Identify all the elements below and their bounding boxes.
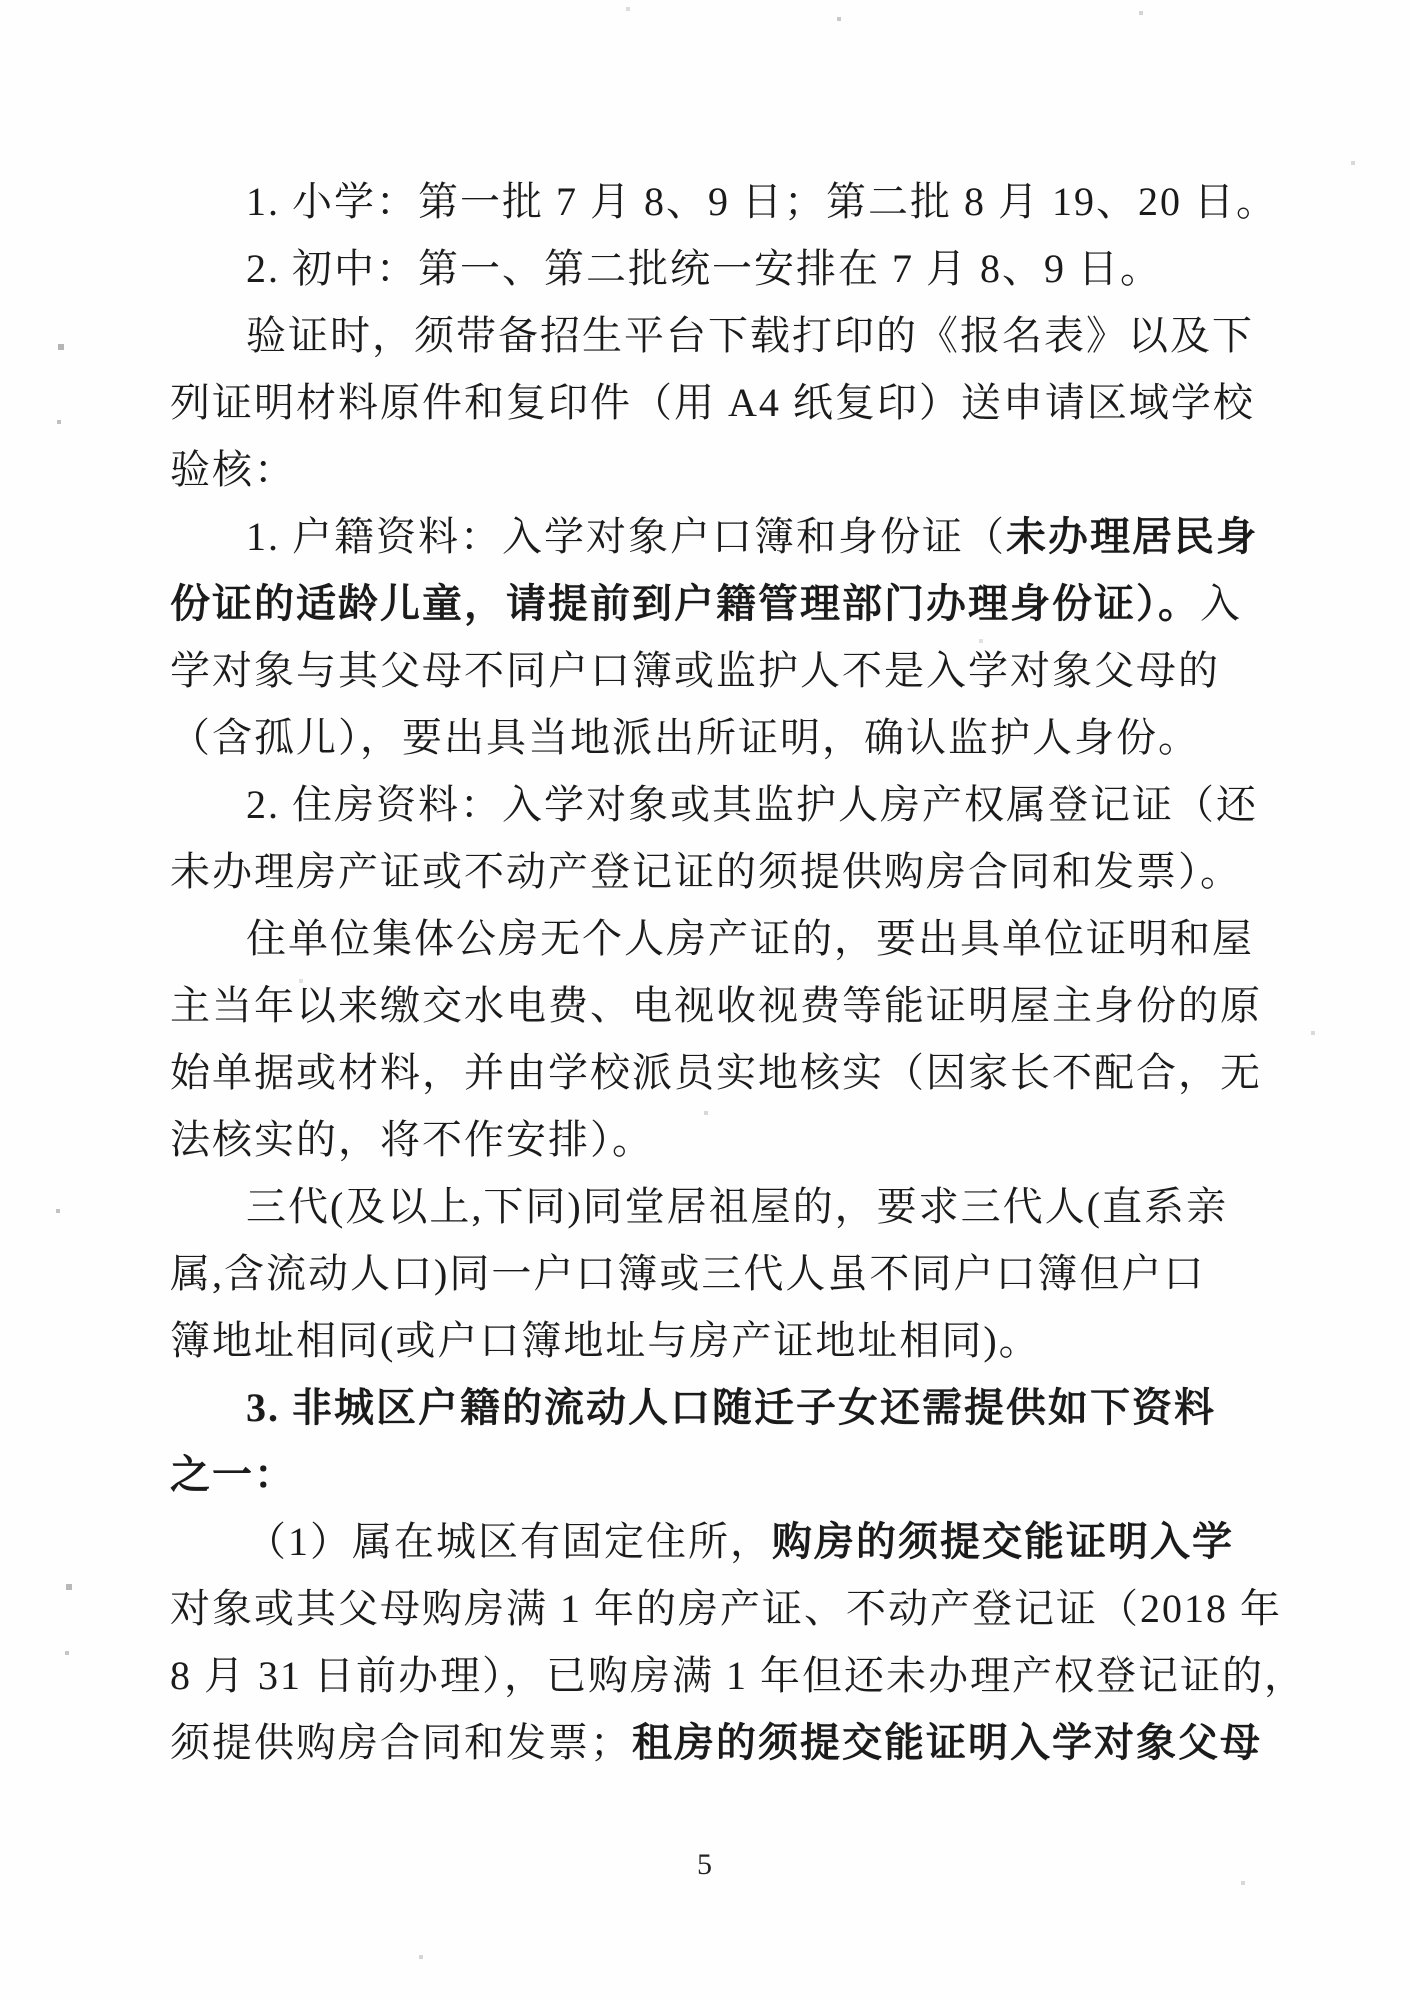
text-line-4 xyxy=(170,369,1262,436)
text-line-12 xyxy=(170,905,1262,972)
text-segment: 1. 小学：第一批 7 月 8、9 日；第二批 8 月 19、20 日。 xyxy=(246,179,1278,224)
text-line-16 xyxy=(170,1173,1262,1240)
text-segment: 法核实的，将不作安排）。 xyxy=(170,1117,654,1162)
text-segment: 属,含流动人口)同一户口簿或三代人虽不同户口簿但户口 xyxy=(170,1251,1206,1296)
text-line-3 xyxy=(170,302,1262,369)
text-line-2 xyxy=(170,235,1262,302)
text-segment: 之一： xyxy=(170,1452,296,1497)
text-line-7 xyxy=(170,570,1262,637)
text-segment: 三代(及以上,下同)同堂居祖屋的，要求三代人(直系亲 xyxy=(246,1184,1228,1229)
text-line-19 xyxy=(170,1374,1262,1441)
text-line-11 xyxy=(170,838,1262,905)
text-segment: 入 xyxy=(1200,581,1242,626)
text-segment: 1. 户籍资料：入学对象户口簿和身份证（ xyxy=(246,514,1006,559)
text-segment: 对象或其父母购房满 1 年的房产证、不动产登记证（2018 年 xyxy=(170,1586,1282,1631)
page-number: 5 xyxy=(697,1848,713,1881)
text-segment: 8 月 31 日前办理），已购房满 1 年但还未办理产权登记证的， xyxy=(170,1653,1306,1698)
scan-noise xyxy=(0,0,2,2)
text-segment: 购房的须提交能证明入学 xyxy=(772,1519,1234,1564)
text-line-14 xyxy=(170,1039,1262,1106)
text-segment: 学对象与其父母不同户口簿或监护人不是入学对象父母的 xyxy=(170,648,1220,693)
text-line-8 xyxy=(170,637,1262,704)
text-line-18 xyxy=(170,1307,1262,1374)
text-line-9 xyxy=(170,704,1262,771)
text-segment: 未办理居民身 xyxy=(1006,514,1258,559)
text-segment: 2. 初中：第一、第二批统一安排在 7 月 8、9 日。 xyxy=(246,246,1162,291)
text-line-5 xyxy=(170,436,1262,503)
text-segment: 验证时，须带备招生平台下载打印的《报名表》以及下 xyxy=(246,313,1254,358)
text-segment: 始单据或材料，并由学校派员实地核实（因家长不配合，无 xyxy=(170,1050,1262,1095)
text-segment: 2. 住房资料：入学对象或其监护人房产权属登记证（还 xyxy=(246,782,1258,827)
text-segment: （1）属在城区有固定住所， xyxy=(246,1519,772,1564)
text-segment: 未办理房产证或不动产登记证的须提供购房合同和发票）。 xyxy=(170,849,1242,894)
text-line-10 xyxy=(170,771,1262,838)
text-segment: 验核： xyxy=(170,447,296,492)
text-line-23 xyxy=(170,1642,1306,1709)
text-line-17 xyxy=(170,1240,1262,1307)
text-segment: 3. 非城区户籍的流动人口随迁子女还需提供如下资料 xyxy=(246,1385,1216,1430)
text-segment: 住单位集体公房无个人房产证的，要出具单位证明和屋 xyxy=(246,916,1254,961)
text-line-15 xyxy=(170,1106,1262,1173)
text-segment: 租房的须提交能证明入学对象父母 xyxy=(632,1720,1262,1765)
document-body xyxy=(170,168,1306,1776)
text-segment: 须提供购房合同和发票； xyxy=(170,1720,632,1765)
text-line-22 xyxy=(170,1575,1282,1642)
text-line-20 xyxy=(170,1441,1262,1508)
text-segment: 列证明材料原件和复印件（用 A4 纸复印）送申请区域学校 xyxy=(170,380,1255,425)
text-segment: 主当年以来缴交水电费、电视收视费等能证明屋主身份的原 xyxy=(170,983,1262,1028)
text-line-1 xyxy=(170,168,1278,235)
text-segment: 簿地址相同(或户口簿地址与房产证地址相同)。 xyxy=(170,1318,1041,1363)
text-segment: （含孤儿），要出具当地派出所证明，确认监护人身份。 xyxy=(170,715,1200,760)
text-segment: 份证的适龄儿童，请提前到户籍管理部门办理身份证）。 xyxy=(170,581,1200,626)
text-line-21 xyxy=(170,1508,1262,1575)
text-line-13 xyxy=(170,972,1262,1039)
text-line-6 xyxy=(170,503,1262,570)
text-line-24 xyxy=(170,1709,1262,1776)
